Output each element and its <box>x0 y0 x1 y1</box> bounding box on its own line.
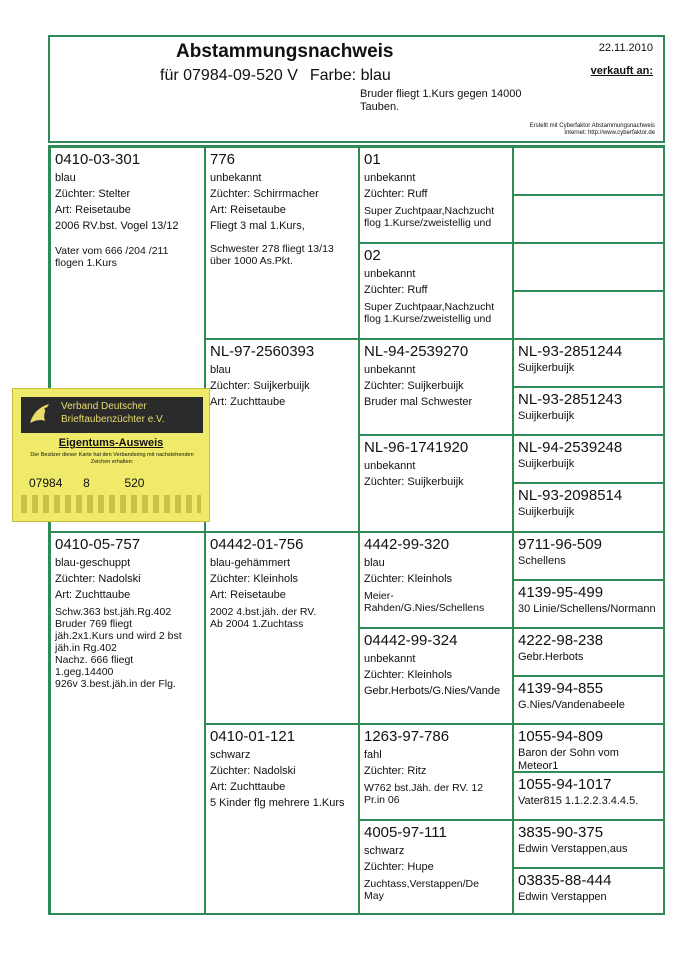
remark-block: Meier- Rahden/G.Nies/Schellens <box>364 590 485 614</box>
remark-block: Zuchtass,Verstappen/De May <box>364 878 479 902</box>
breeder: Züchter: Kleinhols <box>210 573 299 585</box>
type: Art: Reisetaube <box>210 204 286 216</box>
pedigree-cell <box>205 339 359 532</box>
ring-number: NL-94-2539248 <box>518 439 623 456</box>
pedigree-cell <box>359 532 513 628</box>
color: fahl <box>364 749 382 761</box>
ring-number: 4139-94-855 <box>518 680 604 697</box>
pedigree-cell <box>513 483 665 532</box>
pedigree-cell <box>513 676 665 724</box>
breeder: Züchter: Nadolski <box>55 573 141 585</box>
ring-number: 1263-97-786 <box>364 728 450 745</box>
ring-number: 4005-97-111 <box>364 824 447 841</box>
pedigree-cell <box>513 339 665 387</box>
breeder: Suijkerbuijk <box>518 362 575 374</box>
type: Art: Reisetaube <box>55 204 131 216</box>
color: unbekannt <box>364 460 416 472</box>
card-small-print: Der Besitzer dieser Karte hat den Verbandsring mit nachstehenden Zeichen erhalten: <box>30 452 194 465</box>
card-ring-year: 8 <box>83 476 90 490</box>
remark: 5 Kinder flg mehrere 1.Kurs <box>210 797 345 809</box>
pedigree-cell-empty <box>513 243 665 291</box>
subtitle-ring: für 07984-09-520 V <box>160 67 298 84</box>
pedigree-cell <box>513 435 665 483</box>
ownership-card <box>12 388 210 522</box>
type: Art: Reisetaube <box>210 589 286 601</box>
card-header <box>21 397 203 433</box>
ring-number: 04442-99-324 <box>364 632 458 649</box>
breeder: Züchter: Hupe <box>364 861 434 873</box>
breeder: Vater815 1.1.2.2.3.4.4.5. <box>518 795 639 807</box>
credit-url: Internet: http://www.cyberfaktor.de <box>564 130 655 136</box>
color: blau <box>210 364 231 376</box>
card-org <box>61 400 165 426</box>
date: 22.11.2010 <box>598 42 653 54</box>
color: blau <box>55 172 76 184</box>
type: Art: Zuchttaube <box>210 781 286 793</box>
breeder: Züchter: Kleinhols <box>364 669 453 681</box>
pedigree-cell <box>513 628 665 676</box>
breeder: Baron der Sohn vom Meteor1 <box>518 747 619 772</box>
ring-number: NL-93-2851244 <box>518 343 623 360</box>
pedigree-cell <box>513 820 665 868</box>
pedigree-cell <box>359 243 513 339</box>
breeder: Züchter: Ruff <box>364 188 428 200</box>
breeder: Schellens <box>518 555 566 567</box>
remark-block: W762 bst.Jäh. der RV. 12 Pr.in 06 <box>364 782 484 806</box>
ring-number: 1055-94-809 <box>518 728 604 745</box>
ring-number: NL-93-2851243 <box>518 391 623 408</box>
ring-number: 0410-03-301 <box>55 151 141 168</box>
color: unbekannt <box>364 653 416 665</box>
subtitle-color: Farbe: blau <box>309 67 391 84</box>
color: unbekannt <box>210 172 262 184</box>
card-ring-prefix: 07984 <box>29 476 63 490</box>
pedigree-cell <box>205 532 359 724</box>
pedigree-cell <box>359 628 513 724</box>
card-org-line1: Verband Deutscher <box>61 401 147 412</box>
pedigree-cell-mother <box>50 532 205 915</box>
remark-block: Vater vom 666 /204 /211 flogen 1.Kurs <box>55 245 169 269</box>
ring-number: 4139-95-499 <box>518 584 604 601</box>
card-ring-number: 520 <box>124 476 145 490</box>
pedigree-cell-empty <box>513 291 665 339</box>
breeder: Suijkerbuijk <box>518 410 575 422</box>
card-ring-numbers <box>29 476 144 490</box>
breeder: Züchter: Schirrmacher <box>210 188 319 200</box>
breeder: Gebr.Herbots <box>518 651 584 663</box>
ring-number: NL-96-1741920 <box>364 439 469 456</box>
ring-number: 1055-94-1017 <box>518 776 612 793</box>
pedigree-cell <box>205 724 359 915</box>
ring-number: NL-93-2098514 <box>518 487 623 504</box>
color: schwarz <box>364 845 405 857</box>
header-note: Bruder fliegt 1.Kurs gegen 14000 Tauben. <box>360 88 522 113</box>
ring-number: 0410-05-757 <box>55 536 141 553</box>
pedigree-cell <box>205 147 359 339</box>
pedigree-cell <box>513 772 665 820</box>
breeder: Züchter: Stelter <box>55 188 131 200</box>
pedigree-cell <box>513 868 665 915</box>
breeder: G.Nies/Vandenabeele <box>518 699 625 711</box>
remark-block: 2002 4.bst.jäh. der RV. Ab 2004 1.Zuchtass <box>210 606 317 630</box>
breeder: 30 Linie/Schellens/Normann <box>518 603 656 615</box>
ring-number: 4222-98-238 <box>518 632 604 649</box>
pedigree-cell <box>359 435 513 532</box>
breeder: Edwin Verstappen <box>518 891 607 903</box>
color: blau <box>364 557 385 569</box>
pedigree-cell <box>513 532 665 580</box>
color: unbekannt <box>364 268 416 280</box>
ring-number: NL-97-2560393 <box>210 343 315 360</box>
pedigree-cell <box>513 580 665 628</box>
sold-to-label: verkauft an: <box>590 65 653 77</box>
ring-number: NL-94-2539270 <box>364 343 469 360</box>
pedigree-cell <box>359 820 513 915</box>
breeder: Edwin Verstappen,aus <box>518 843 628 855</box>
ring-number: 776 <box>210 151 236 168</box>
breeder: Suijkerbuijk <box>518 506 575 518</box>
pedigree-cell-empty <box>513 147 665 195</box>
ring-number: 4442-99-320 <box>364 536 450 553</box>
color: unbekannt <box>364 172 416 184</box>
type: Art: Zuchttaube <box>55 589 131 601</box>
pedigree-grid <box>48 145 665 915</box>
subtitle <box>160 67 391 85</box>
card-org-line2: Brieftaubenzüchter e.V. <box>61 414 165 425</box>
remark: 2006 RV.bst. Vogel 13/12 <box>55 220 179 232</box>
pedigree-cell-empty <box>513 195 665 243</box>
ring-number: 02 <box>364 247 381 264</box>
ring-number: 9711-96-509 <box>518 536 602 553</box>
color: schwarz <box>210 749 251 761</box>
color: unbekannt <box>364 364 416 376</box>
ring-number: 03835-88-444 <box>518 872 612 889</box>
color: blau-gehämmert <box>210 557 291 569</box>
breeder: Suijkerbuijk <box>518 458 575 470</box>
ring-number: 04442-01-756 <box>210 536 304 553</box>
credit <box>530 123 655 137</box>
color: blau-geschuppt <box>55 557 131 569</box>
ring-number: 3835-90-375 <box>518 824 604 841</box>
remark-block: Schw.363 bst.jäh.Rg.402 Bruder 769 fliegt jäh.2x1.Kurs und wird 2 bst jäh.in Rg.402 Nachz. 666 fliegt 1.geg.14400 926v 3.best.jäh.in der Flg. <box>55 606 182 690</box>
pedigree-cell <box>359 724 513 820</box>
breeder: Züchter: Ruff <box>364 284 428 296</box>
breeder: Züchter: Ritz <box>364 765 427 777</box>
remark-block: Super Zuchtpaar,Nachzucht flog 1.Kurse/zweistellig und <box>364 205 495 229</box>
remark: Bruder mal Schwester <box>364 396 473 408</box>
header-box <box>48 35 665 143</box>
remark: Fliegt 3 mal 1.Kurs, <box>210 220 305 232</box>
ring-number: 01 <box>364 151 381 168</box>
remark-block: Super Zuchtpaar,Nachzucht flog 1.Kurse/zweistellig und <box>364 301 495 325</box>
pedigree-cell <box>359 339 513 435</box>
remark-block: Schwester 278 fliegt 13/13 über 1000 As.Pkt. <box>210 243 334 267</box>
pigeon-logo-icon <box>27 401 53 429</box>
breeder: Züchter: Suijkerbuijk <box>364 476 464 488</box>
breeder: Züchter: Suijkerbuijk <box>210 380 310 392</box>
credit-line: Erstellt mit Cyberfaktor Abstammungsnachweis <box>529 123 655 129</box>
document-title: Abstammungsnachweis <box>176 41 394 62</box>
card-title: Eigentums-Ausweis <box>58 437 164 449</box>
type: Art: Zuchttaube <box>210 396 286 408</box>
pedigree-cell <box>513 387 665 435</box>
pedigree-cell <box>513 724 665 772</box>
pedigree-cell <box>359 147 513 243</box>
breeder: Züchter: Kleinhols <box>364 573 453 585</box>
breeder: Züchter: Nadolski <box>210 765 296 777</box>
ring-number: 0410-01-121 <box>210 728 296 745</box>
breeder: Züchter: Suijkerbuijk <box>364 380 464 392</box>
card-pattern <box>21 495 201 513</box>
remark: Gebr.Herbots/G.Nies/Vande <box>364 685 501 697</box>
